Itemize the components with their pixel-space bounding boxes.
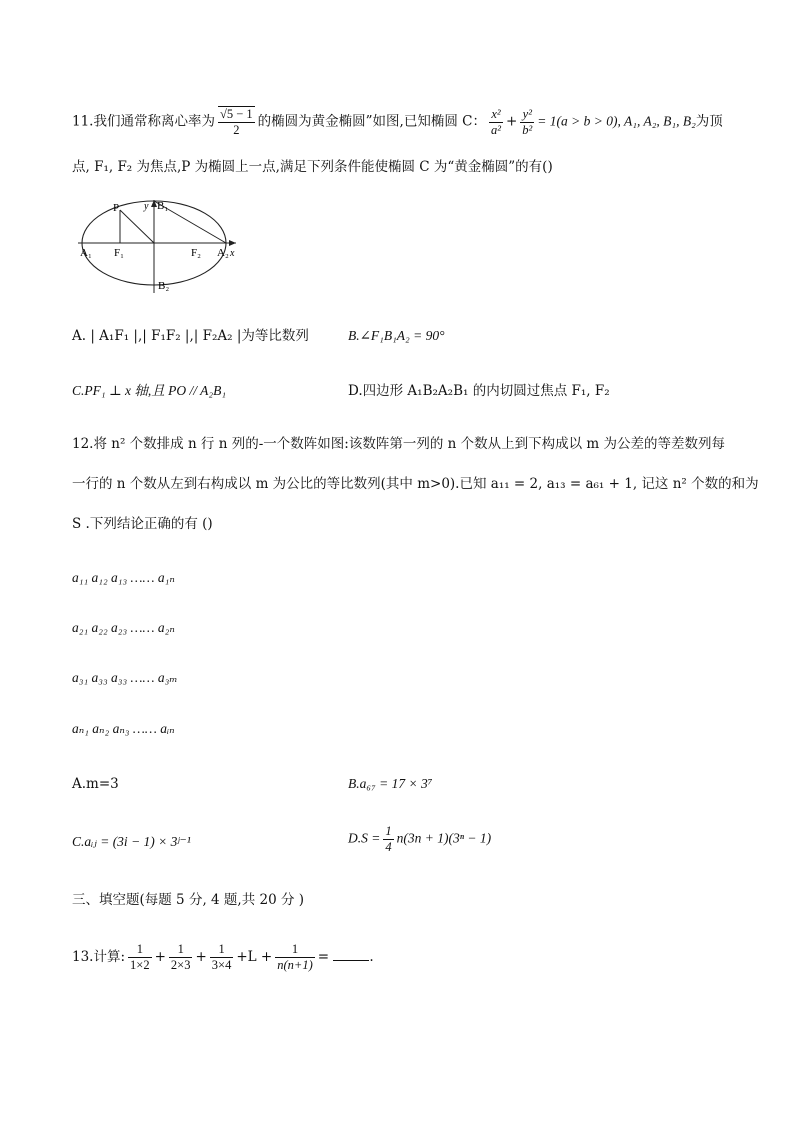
q13-line: 13.计算: $\frac{1}{1\times 2}$ + $\frac{1}{2\times 3}$ + $\frac{1}{3\times 4}$ +L + $\frac{1}{n(n+1)}$ = . [72, 942, 374, 972]
q13-answer-blank[interactable] [333, 948, 369, 961]
q11-option-c: C.PF₁ ⊥ x 轴,且 PO // A₂B₁ [72, 383, 227, 398]
label-x: x [230, 248, 235, 259]
q13-frac-n: $\frac{1}{n(n+1)}$ [277, 942, 313, 972]
label-f1: F₁ [114, 247, 124, 259]
matrix-row-n: aₙ₁ aₙ₂ aₙ₃ …… aᵢₙ [72, 721, 175, 736]
matrix-row-3: a₃₁ a₃₃ a₃₃ …… a₃ₘ [72, 670, 178, 685]
section3-title: 三、填空题(每题 5 分, 4 题,共 20 分 ) [72, 892, 305, 908]
q12-option-b: B.a₆₇ = 17 × 3⁷ [348, 776, 433, 791]
q13-prefix: 13.计算: [72, 949, 126, 965]
q12-option-c: C.aᵢⱼ = (3i − 1) × 3ʲ⁻¹ [72, 834, 191, 849]
q13-ellipsis: +L [236, 949, 257, 965]
q13-frac-3: $\frac{1}{3\times 4}$ [211, 942, 232, 972]
q11-option-a: A. | A₁F₁ |,| F₁F₂ |,| F₂A₂ |为等比数列 [72, 328, 309, 344]
label-b1: B₁ [157, 200, 169, 212]
q11-option-d: D.四边形 A₁B₂A₂B₁ 的内切圆过焦点 F₁, F₂ [348, 383, 610, 399]
matrix-row-2: a₂₁ a₂₂ a₂₃ …… a₂ₙ [72, 620, 175, 635]
golden-ratio-fraction: $\frac{√5 - 1}{2}$ [219, 107, 253, 137]
label-p: P [113, 202, 120, 214]
q11-prefix: 11.我们通常称离心率为 [72, 113, 215, 130]
q13-frac-2: $\frac{1}{2\times 3}$ [170, 942, 191, 972]
q12-line1: 12.将 n² 个数排成 n 行 n 列的-一个数阵如图:该数阵第一列的 n 个数从上到下构成以 m 为公差的等差数列每 [72, 436, 725, 452]
q12-line3: S .下列结论正确的有 () [72, 516, 213, 532]
q12-option-a: A.m=3 [72, 776, 119, 792]
q11-suffix: 为顶 [695, 113, 723, 130]
ellipse-figure [78, 198, 248, 294]
label-f2: F₂ [191, 247, 201, 259]
label-a1: A₁ [80, 247, 92, 259]
ellipse-eq-rest: = 1(a > b > 0), A₁, A₂, B₁, B₂ [537, 113, 696, 129]
q11-option-b: B.∠F₁B₁A₂ = 90° [348, 328, 445, 343]
q11-line1: 11.我们通常称离心率为 $\frac{√5 - 1}{2}$ 的椭圆为黄金椭圆”如图,已知椭圆 C： $\frac{\text{x²}}{\text{a²}}$ + $\frac{\text{y²}}{\text{b²}}$ = 1(a > b > 0), A₁, A₂, B₁, B₂为顶 [72, 106, 723, 137]
q13-frac-1: $\frac{1}{1\times 2}$ [130, 942, 150, 972]
label-y: y [144, 201, 149, 212]
ellipse-eq-x: $\frac{\text{x²}}{\text{a²}}$ [490, 106, 501, 137]
q11-mid: 的椭圆为黄金椭圆”如图,已知椭圆 C： [257, 113, 486, 130]
ellipse-eq-y: $\frac{\text{y²}}{\text{b²}}$ [522, 106, 533, 137]
q12-line2: 一行的 n 个数从左到右构成以 m 为公比的等比数列(其中 m>0).已知 a₁₁ = 2, a₁₃ = a₆₁ + 1, 记这 n² 个数的和为 [72, 476, 759, 492]
label-a2: A₂ [217, 247, 229, 259]
matrix-row-1: a₁₁ a₁₂ a₁₃ …… a₁ₙ [72, 570, 175, 585]
label-b2: B₂ [158, 280, 170, 292]
q12-option-d: D.S = $\frac{1}{4}$ n(3n + 1)(3ⁿ − 1) [348, 824, 492, 854]
q11-line2: 点, F₁, F₂ 为焦点,P 为椭圆上一点,满足下列条件能使椭圆 C 为“黄金椭圆”的有() [72, 159, 553, 175]
q12-d-fraction: $\frac{1}{4}$ [385, 824, 392, 854]
